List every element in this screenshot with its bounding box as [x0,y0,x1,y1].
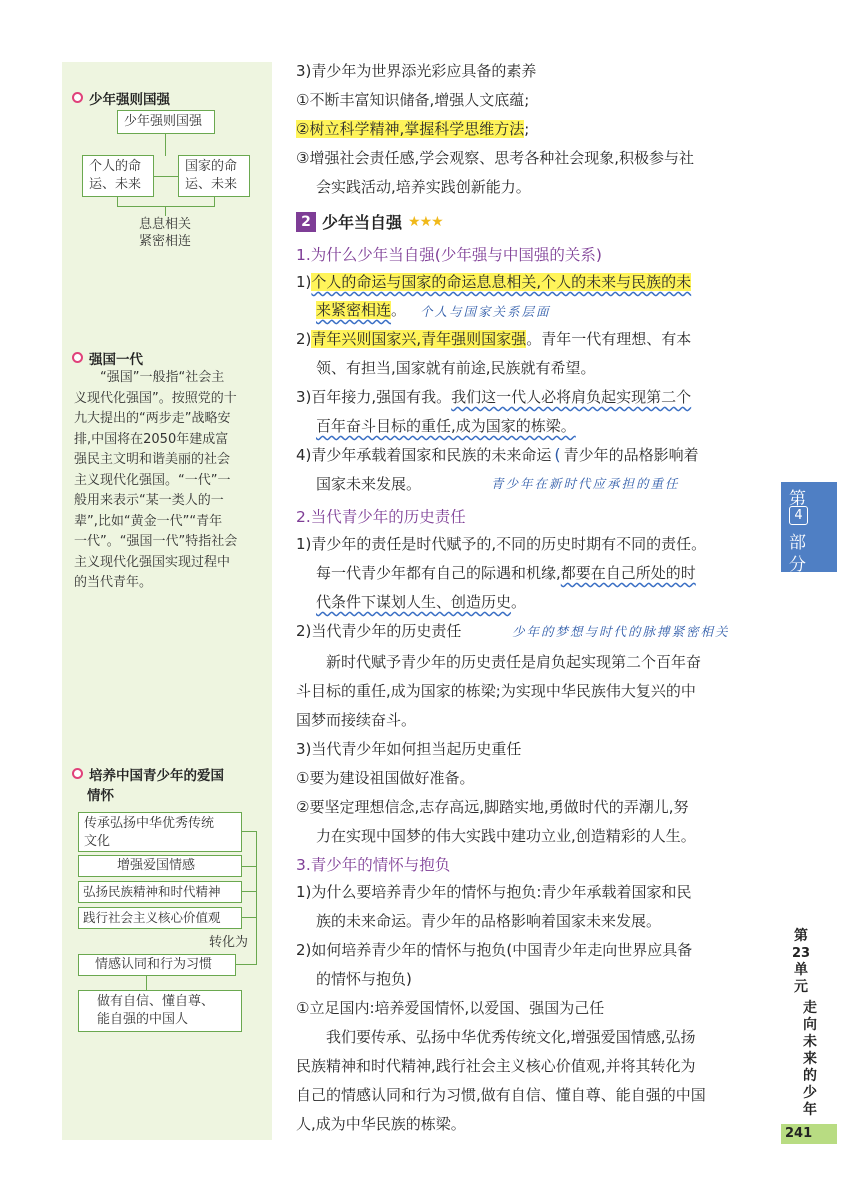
text-span: 2) [296,330,312,348]
unit-char: 未 [803,1034,817,1050]
text-line: 国梦而接续奋斗。 [296,711,417,729]
text-line: ①不断丰富知识储备,增强人文底蕴; [296,91,530,109]
text-line: 新时代赋予青少年的历史责任是肩负起实现第二个百年奋 [326,653,702,671]
text-line: ③增强社会责任感,学会观察、思考各种社会现象,积极参与社 [296,149,694,167]
text-line: 自己的情感认同和行为习惯,做有自信、懂自尊、能自强的中国 [296,1086,706,1104]
sidebar-title-shaonian-qiang [72,88,170,108]
underlined-text: 百年奋斗目标的重任,成为国家的栋梁。 [316,417,576,435]
flow-connector [236,964,257,965]
para-line: 般用来表示“某一类人的一 [74,493,224,508]
flow-connector [256,831,257,965]
flow-label-transform: 转化为 [209,935,249,950]
text-line [316,562,696,584]
bullet-icon [72,352,83,363]
star-rating-icon: ★★★ [408,213,443,230]
bullet-icon [72,768,83,779]
text-line: 3)青少年为世界添光彩应具备的素养 [296,62,537,80]
unit-char: 第 [794,928,808,944]
text-line [296,271,691,293]
flow-box-values: 践行社会主义核心价值观 [78,907,242,929]
text-line: 领、有担当,国家就有前途,民族就有希望。 [316,359,596,377]
unit-number: 23 [791,946,811,961]
flow-box-identity: 情感认同和行为习惯 [78,954,236,976]
highlighted-text: 来紧密相连 [316,301,392,319]
text-line: 3)当代青少年如何担当起历史重任 [296,740,522,758]
diagram-box-top: 少年强则国强 [117,110,215,134]
subsection-title: 1.为什么少年当自强(少年强与中国强的关系) [296,246,602,264]
sidebar-title-aiguo-qinghuai [72,766,224,806]
sidebar-title-text: 情怀 [87,788,114,804]
text-line [316,591,526,613]
section-number-badge: 2 [296,212,316,232]
text-span: 4)青少年承载着国家和民族的未来命运 [296,446,552,464]
para-line: 强民主文明和谐美丽的社会 [74,452,231,467]
text-line [296,386,691,408]
tab-char: 分 [789,555,806,575]
box-line: 传承弘扬中华优秀传统 [84,816,215,831]
diagram-box-personal [82,155,154,197]
unit-char: 元 [794,979,808,995]
highlighted-text: ②树立科学精神,掌握科学思维方法 [296,120,525,138]
underlined-text: 我们这一代人必将肩负起实现第二个 [451,388,692,406]
tab-char: 第 [789,489,806,509]
sidebar-title-text: 少年强则国强 [89,92,170,108]
highlighted-text: 个人的命运与国家的命运息息相关,个人的未来与民族的未 [311,273,692,291]
sidebar-title-text: 培养中国青少年的爱国 [89,768,224,784]
text-line [296,328,691,350]
para-line: 辈”,比如“黄金一代”“青年 [74,513,223,529]
text-line [316,415,576,437]
text-line: 会实践活动,培养实践创新能力。 [316,178,531,196]
sidebar-title-text: 强国一代 [89,352,143,368]
unit-char: 向 [803,1017,817,1033]
flow-connector [146,976,147,990]
flow-box-spirit: 弘扬民族精神和时代精神 [78,881,242,903]
flow-box-emotion: 增强爱国情感 [78,855,242,877]
sidebar-paragraph [74,368,264,594]
text-span: 每一代青少年都有自己的际遇和机缘, [316,564,561,582]
text-line: 的情怀与抱负) [316,970,412,988]
unit-char: 年 [803,1102,817,1118]
underlined-text: 都要在自己所处的时 [560,564,696,582]
section-heading-2 [296,210,443,234]
box-line: 做有自信、懂自尊、 [97,994,215,1009]
unit-char: 走 [803,1000,817,1016]
para-line: 一代”。“强国一代”特指社会 [74,534,238,549]
tab-number: 4 [789,506,808,525]
text-span: ; [524,120,530,138]
text-line: 2)如何培养青少年的情怀与抱负(中国青少年走向世界应具备 [296,941,693,959]
text-line [296,444,699,466]
text-line: 1)青少年的责任是时代赋予的,不同的历史时期有不同的责任。 [296,535,707,553]
page-number: 241 [781,1124,837,1144]
handwritten-note: 少年的梦想与时代的脉搏紧密相关 [512,624,730,639]
handwritten-note: 个人与国家关系层面 [420,304,551,319]
underlined-text: 代条件下谋划人生、创造历史 [316,593,512,611]
diagram-connector [154,176,178,177]
box-line: 能自强的中国人 [97,1012,189,1027]
subsection-title: 2.当代青少年的历史责任 [296,508,466,526]
text-line: 人,成为中华民族的栋梁。 [296,1115,466,1133]
flow-connector [242,831,256,832]
para-line: 九大提出的“两步走”战略安 [74,411,231,426]
text-line: 2)当代青少年的历史责任 [296,622,462,640]
unit-char: 来 [803,1051,817,1067]
flow-box-result [78,990,242,1032]
handwritten-note: 青少年在新时代应承担的重任 [491,476,680,491]
subsection-title: 3.青少年的情怀与抱负 [296,856,451,874]
text-line: 国家未来发展。 [316,475,422,493]
diagram-connector [165,134,166,156]
unit-char: 少 [803,1085,817,1101]
para-line: 排,中国将在2050年建成富 [74,431,229,447]
para-line: “强国”一般指“社会主 [100,370,225,385]
text-span: 。 [391,301,407,319]
diagram-box-nation [178,155,250,197]
para-line: 义现代化强国”。按照党的十 [74,390,237,406]
flow-connector [242,917,256,918]
text-line [296,118,529,140]
flow-connector [242,891,256,892]
unit-char: 单 [794,962,808,978]
diagram-relation-2: 紧密相连 [139,234,192,249]
text-line: ②要坚定理想信念,志存高远,脚踏实地,勇做时代的弄潮儿,努 [296,798,689,816]
text-line: 1)为什么要培养青少年的情怀与抱负:青少年承载着国家和民 [296,883,692,901]
flow-box-culture [78,812,242,852]
tab-char: 部 [789,533,806,553]
diagram-connector [165,206,166,216]
text-line: 力在实现中国梦的伟大实践中建功立业,创造精彩的人生。 [316,827,696,845]
section-title: 少年当自强 [322,213,403,232]
text-line: 我们要传承、弘扬中华优秀传统文化,增强爱国情感,弘扬 [326,1028,696,1046]
sidebar-title-qiangguo-yidai [72,348,143,368]
handwriting-bracket-icon: ( [554,445,561,464]
bullet-icon [72,92,83,103]
text-line: ①立足国内:培养爱国情怀,以爱国、强国为己任 [296,999,605,1017]
text-span: 。 [511,593,527,611]
para-line: 主义现代化强国实现过程中 [74,554,231,570]
flow-connector [242,866,256,867]
unit-label [781,928,821,996]
text-line: ①要为建设祖国做好准备。 [296,769,475,787]
part-tab [781,482,837,575]
box-line: 运、未来 [89,177,142,192]
unit-char: 的 [803,1068,817,1084]
text-line [316,299,406,321]
unit-title [800,1000,820,1119]
text-line: 民族精神和时代精神,践行社会主义核心价值观,并将其转化为 [296,1057,696,1075]
text-span: 1) [296,273,312,291]
box-line: 国家的命 [185,159,238,174]
text-span: 3)百年接力,强国有我。 [296,388,452,406]
text-line: 斗目标的重任,成为国家的栋梁;为实现中华民族伟大复兴的中 [296,682,696,700]
box-line: 个人的命 [89,159,142,174]
box-line: 文化 [84,834,111,849]
diagram-relation-1: 息息相关 [139,217,192,232]
text-span: 青少年的品格影响着 [563,446,699,464]
para-line: 主义现代化强国。“一代”一 [74,472,231,488]
text-line: 族的未来命运。青少年的品格影响着国家未来发展。 [316,912,662,930]
para-line: 的当代青年。 [74,575,153,590]
highlighted-text: 青年兴则国家兴,青年强则国家强 [311,330,527,348]
box-line: 运、未来 [185,177,238,192]
text-span: 。青年一代有理想、有本 [526,330,692,348]
